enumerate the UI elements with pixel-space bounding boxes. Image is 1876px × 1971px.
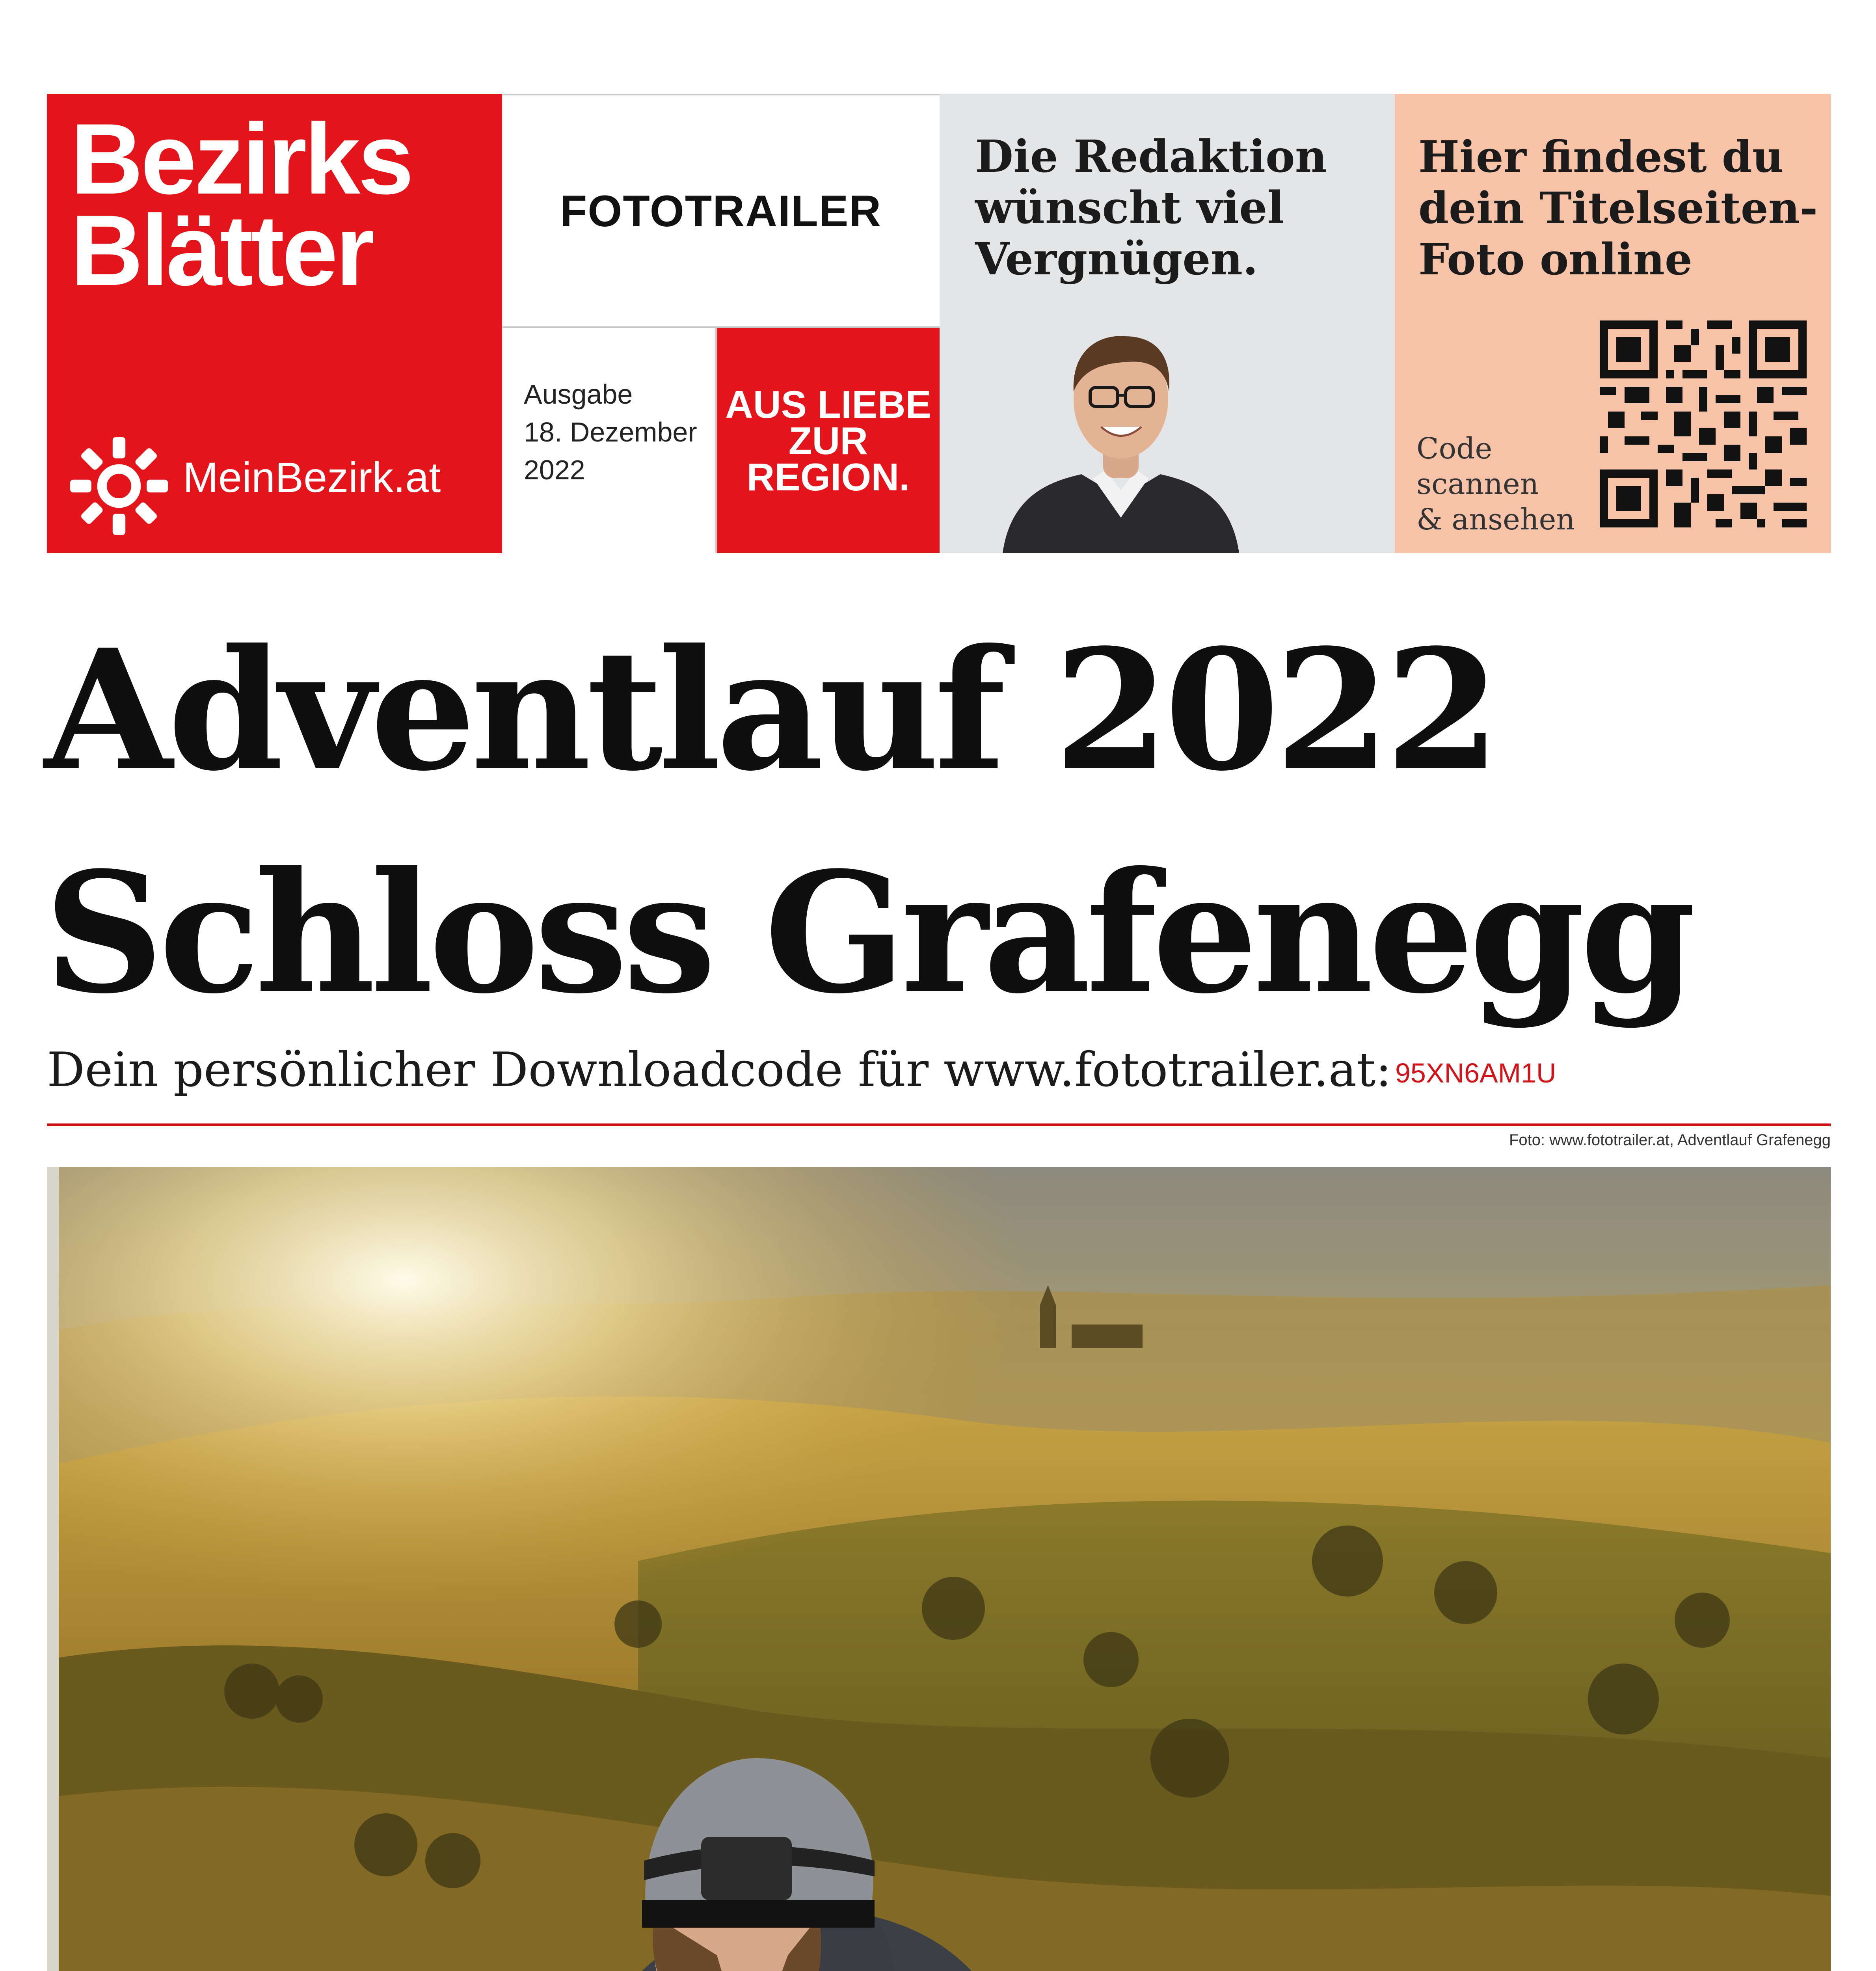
scan-line1: Code [1416, 432, 1493, 466]
editorial-text [975, 131, 1327, 285]
download-label: Dein persönlicher Downloadcode für www.fototrailer.at: [47, 1043, 1392, 1097]
meinbezirk-logo-icon [66, 433, 172, 539]
editorial-line3: Vergnügen. [975, 233, 1258, 285]
scan-line2: scannen [1416, 467, 1539, 501]
slogan-text [725, 382, 931, 499]
issue-box [502, 328, 717, 553]
online-box [1395, 94, 1831, 553]
editor-portrait [987, 313, 1255, 553]
cover-photo-image [47, 1167, 1831, 1971]
scan-instruction [1416, 431, 1575, 537]
brand-title-line2: Blätter [71, 194, 372, 307]
issue-date: 18. Dezember [524, 417, 697, 447]
product-label-box [502, 94, 940, 328]
cover-photo [47, 1167, 1831, 1971]
online-line3: Foto online [1418, 234, 1692, 285]
brand-title-line1: Bezirks [71, 103, 412, 215]
online-text [1418, 131, 1818, 285]
divider [47, 1123, 1831, 1126]
scan-line3: & ansehen [1416, 503, 1575, 537]
online-line2: dein Titelseiten- [1418, 183, 1818, 233]
headline-line1: Adventlauf 2022 [44, 613, 1496, 808]
brand-block [47, 94, 502, 553]
editorial-line2: wünscht viel [975, 182, 1284, 234]
editorial-line1: Die Redaktion [975, 131, 1327, 183]
brand-title [71, 103, 412, 307]
online-line1: Hier findest du [1418, 131, 1784, 182]
editorial-box [940, 94, 1395, 553]
issue-label: Ausgabe [524, 379, 633, 410]
download-code[interactable]: 95XN6AM1U [1395, 1058, 1556, 1088]
product-label: FOTOTRAILER [560, 186, 882, 236]
brand-site: MeinBezirk.at [183, 453, 441, 501]
headline [44, 599, 1691, 1045]
issue-year: 2022 [524, 455, 585, 485]
slogan-box [717, 328, 940, 553]
slogan-line3: REGION. [746, 455, 910, 499]
headline-line2: Schloss Grafenegg [44, 836, 1692, 1030]
slogan-line1: AUS LIEBE [725, 382, 931, 426]
photo-credit: Foto: www.fototrailer.at, Adventlauf Grafenegg [1509, 1131, 1831, 1149]
slogan-line2: ZUR [788, 419, 868, 462]
qr-code-icon[interactable] [1600, 320, 1807, 527]
